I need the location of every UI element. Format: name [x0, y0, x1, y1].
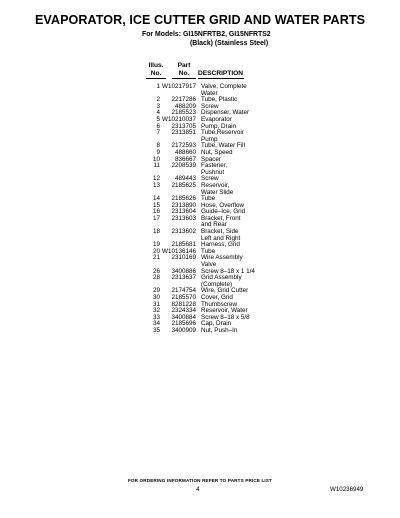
part-description: Screw 8–18 x 1 1/4	[201, 267, 255, 275]
part-description: Nut, Speed	[201, 148, 233, 156]
illus-number: 33	[152, 313, 160, 321]
part-number: 2313637	[171, 274, 196, 282]
header-illus-no-label: No.	[150, 70, 162, 77]
table-row	[146, 84, 321, 91]
table-row	[146, 183, 321, 190]
page-number: 4	[196, 486, 200, 493]
illus-number: 8	[156, 142, 160, 150]
part-description: Fastener,	[201, 162, 228, 170]
illus-number: 11	[153, 162, 160, 170]
part-description: Tube, Plastic	[201, 96, 238, 104]
illus-number: 13	[152, 181, 160, 189]
table-row	[146, 163, 321, 170]
illus-number: 15	[152, 201, 160, 209]
part-description: Valve	[201, 261, 217, 269]
illus-number: 1	[156, 83, 160, 90]
header-description: DESCRIPTION	[198, 70, 244, 77]
header-part-no	[172, 62, 196, 78]
illus-number: 2	[156, 96, 160, 104]
part-description: Reservoir,	[201, 181, 230, 189]
part-number: 2313851	[171, 129, 196, 137]
part-description: Tube, Water Fill	[201, 142, 245, 150]
illus-number: 17	[152, 214, 160, 222]
table-row	[146, 150, 321, 157]
part-description: Water Slide	[201, 188, 234, 196]
part-number: W10136146	[162, 247, 196, 255]
part-description: Tube	[201, 195, 216, 203]
part-description: Pushnut	[201, 168, 225, 176]
header-underline-part	[172, 78, 196, 79]
illus-number: 16	[152, 208, 160, 216]
part-number: 2313604	[171, 208, 196, 216]
illus-number: 30	[152, 294, 160, 301]
part-number: 2174754	[171, 287, 196, 295]
table-row	[146, 255, 321, 262]
part-description: Cover, Grid	[201, 294, 233, 301]
part-description: Evaporator	[201, 115, 232, 123]
ordering-info-footer: FOR ORDERING INFORMATION REFER TO PARTS PRICE LIST	[127, 478, 273, 483]
illus-number: 9	[156, 148, 160, 156]
part-description: Left and Right	[201, 234, 241, 242]
part-number: 2185523	[171, 109, 196, 117]
illus-number: 7	[156, 129, 160, 137]
part-description: Valve, Complete	[201, 83, 247, 90]
models-line: For Models: GI15NFRTB2, GI15NFRTS2	[142, 31, 271, 38]
part-description: Reservoir, Water	[201, 307, 248, 315]
part-number: 8281228	[171, 300, 196, 308]
parts-table	[146, 84, 321, 335]
part-description: Wire Assembly	[201, 254, 243, 262]
header-illus-no	[146, 62, 166, 78]
header-part-no-label: No.	[178, 70, 190, 77]
illus-number: 4	[156, 109, 160, 117]
illus-number: 21	[152, 254, 160, 262]
header-illus-label: Illus.	[148, 62, 164, 69]
part-description: Harness, Grid	[201, 241, 240, 249]
table-row-continuation	[146, 170, 321, 177]
part-description: (Complete)	[201, 280, 233, 288]
part-description: Bracket, Side	[201, 228, 239, 236]
part-number: 2313705	[171, 122, 196, 130]
part-description: Dispenser, Water	[201, 109, 250, 117]
part-description: Tube,Reservoir	[201, 129, 244, 137]
part-number: 2217286	[171, 96, 196, 104]
part-description: Guide–Ice, Grid	[201, 208, 246, 216]
illus-number: 10	[152, 155, 160, 163]
part-description: Spacer	[201, 155, 221, 163]
part-number: 488209	[174, 102, 196, 110]
part-description: Grid Assembly	[201, 274, 242, 282]
table-row	[146, 216, 321, 223]
illus-number: 31	[152, 300, 160, 308]
part-number: W10217917	[162, 83, 196, 90]
header-underline-illus	[146, 78, 166, 79]
part-number: 488660	[174, 148, 196, 156]
part-number: 2208539	[171, 162, 196, 170]
part-number: 3400884	[171, 313, 196, 321]
table-row	[146, 143, 321, 150]
illus-number: 32	[152, 307, 160, 315]
part-description: Screw	[201, 175, 219, 183]
part-description: Water	[201, 89, 218, 97]
illus-number: 26	[152, 267, 160, 275]
part-description: and Rear	[201, 221, 227, 229]
colors-line: (Black) (Stainless Steel)	[190, 40, 269, 47]
illus-number: 6	[156, 122, 160, 130]
illus-number: 20	[152, 247, 160, 255]
part-description: Screw	[201, 102, 219, 110]
part-number: 3400909	[171, 326, 196, 334]
illus-number: 35	[152, 326, 160, 334]
part-description: Nut, Push–In	[201, 326, 238, 334]
document-id: W10236949	[330, 486, 364, 493]
part-description: Screw 8–18 x 5/8	[201, 313, 250, 321]
part-number: 2185626	[171, 195, 196, 203]
part-description: Tube	[201, 247, 216, 255]
part-number: 2310169	[171, 254, 196, 262]
table-row	[146, 130, 321, 137]
part-number: 2313603	[171, 214, 196, 222]
part-number: 3400886	[171, 267, 196, 275]
header-underline-description	[198, 78, 244, 79]
illus-number: 18	[152, 228, 160, 236]
part-number: 2185681	[171, 241, 196, 249]
illus-number: 12	[152, 175, 160, 183]
part-number: 489443	[174, 175, 196, 183]
part-description: Pump	[201, 135, 218, 143]
part-description: Wire, Grid Cutter	[201, 287, 249, 295]
illus-number: 3	[156, 102, 160, 110]
table-row	[146, 97, 321, 104]
table-row	[146, 328, 321, 335]
part-number: 2185696	[171, 320, 196, 328]
part-description: Hose, Overflow	[201, 201, 245, 209]
part-number: W10210037	[162, 115, 196, 123]
part-number: 836667	[174, 155, 196, 163]
illus-number: 5	[156, 115, 160, 123]
header-part-label: Part	[177, 62, 191, 69]
page-title: EVAPORATOR, ICE CUTTER GRID AND WATER PARTS	[34, 13, 366, 27]
part-number: 2313890	[171, 201, 196, 209]
part-number: 2185625	[171, 181, 196, 189]
illus-number: 19	[152, 241, 160, 249]
part-number: 2313602	[171, 228, 196, 236]
part-description: Bracket, Front	[201, 214, 241, 222]
part-description: Pump, Drain	[201, 122, 236, 130]
illus-number: 28	[152, 274, 160, 282]
part-number: 2172593	[171, 142, 196, 150]
part-description: Cap, Drain	[201, 320, 232, 328]
illus-number: 14	[152, 195, 160, 203]
part-number: 2324334	[171, 307, 196, 315]
illus-number: 34	[152, 320, 160, 328]
part-number: 2185570	[171, 294, 196, 301]
illus-number: 29	[152, 287, 160, 295]
part-description: Thumbscrew	[201, 300, 238, 308]
table-row	[146, 275, 321, 282]
